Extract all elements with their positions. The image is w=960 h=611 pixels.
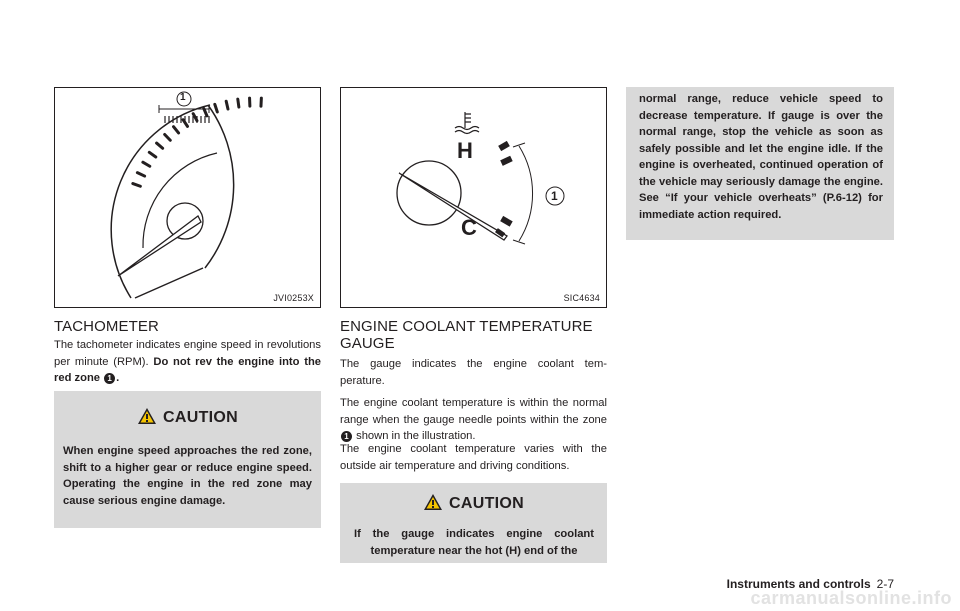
coolant-paragraph-2 [340, 395, 607, 445]
cold-label: C [461, 215, 477, 240]
tach-tick [204, 109, 207, 116]
tachometer-description [54, 337, 321, 387]
coolant-temp-icon [455, 112, 479, 134]
tach-tick [238, 99, 239, 107]
tach-tick [143, 162, 150, 166]
zone-marker: 1 [341, 431, 352, 442]
coolant-caution-text: If the gauge indicates engine coolant temperature near the hot (H) end of the [354, 528, 594, 557]
coolant-caution-continued-text: normal range, reduce vehicle speed to decrease temperature. If gauge is over the normal range, stop the vehicle as soon as safely possible and let the engine idle. If the engine is overheated, continued operation of the vehicle may seriously damage the engine. See “If your vehicle overheats” (P.6-12) for immediate action required. [639, 93, 883, 221]
figure-code: SIC4634 [563, 293, 600, 303]
coolant-callout: 1 [551, 189, 558, 203]
page-number: 2-7 [876, 577, 894, 591]
tach-tick [215, 104, 217, 112]
hot-label: H [457, 138, 473, 163]
warning-triangle-icon [137, 407, 157, 425]
warning-triangle-icon [423, 493, 443, 511]
coolant-paragraph-1: The gauge indicates the engine coolant tem- perature. [340, 358, 607, 387]
coolant-caution-continued [626, 87, 894, 240]
caution-header [54, 407, 321, 427]
coolant-paragraph-3: The engine coolant temperature varies with the outside air temperature and driving conditions. [340, 443, 607, 472]
coolant-heading: ENGINE COOLANT TEMPERATURE GAUGE [340, 318, 593, 352]
tachometer-heading: TACHOMETER [54, 318, 159, 335]
watermark: carmanualsonline.info [750, 588, 952, 608]
coolant-gauge-figure [340, 87, 607, 308]
caution-header [340, 493, 607, 513]
tachometer-illustration [55, 88, 320, 307]
tach-tick [174, 127, 179, 133]
footer-section: Instruments and controls [726, 577, 871, 591]
zone-marker: 1 [104, 373, 115, 384]
coolant-text: The engine coolant temperature is within the normal range when the gauge needle points within the zone [340, 397, 607, 426]
coolant-gauge-illustration [341, 88, 606, 307]
coolant-caution-box [340, 483, 607, 563]
coolant-text-end: shown in the illustration. [353, 430, 476, 442]
tach-tick [149, 152, 156, 157]
tachometer-warning-text: Do not rev the engine into the red zone [54, 355, 321, 384]
tachometer-caution-box [54, 391, 321, 528]
caution-label: CAUTION [449, 495, 524, 512]
tachometer-callout: 1 [180, 92, 186, 103]
tach-tick [133, 184, 141, 187]
figure-code: JVI0253X [273, 293, 314, 303]
tachometer-period: . [116, 372, 120, 384]
tach-tick [165, 134, 171, 140]
tach-tick [137, 173, 144, 176]
tach-tick [157, 143, 163, 148]
tachometer-figure [54, 87, 321, 308]
tachometer-caution-text: When engine speed approaches the red zone, shift to a higher gear or reduce engine speed. Operating the engine in the red zone may cause serious engine damage. [63, 445, 312, 507]
tach-tick [226, 101, 228, 109]
tachometer-text: The tachometer indicates engine speed in revolutions per minute (RPM). [54, 339, 321, 368]
caution-label: CAUTION [163, 409, 238, 426]
